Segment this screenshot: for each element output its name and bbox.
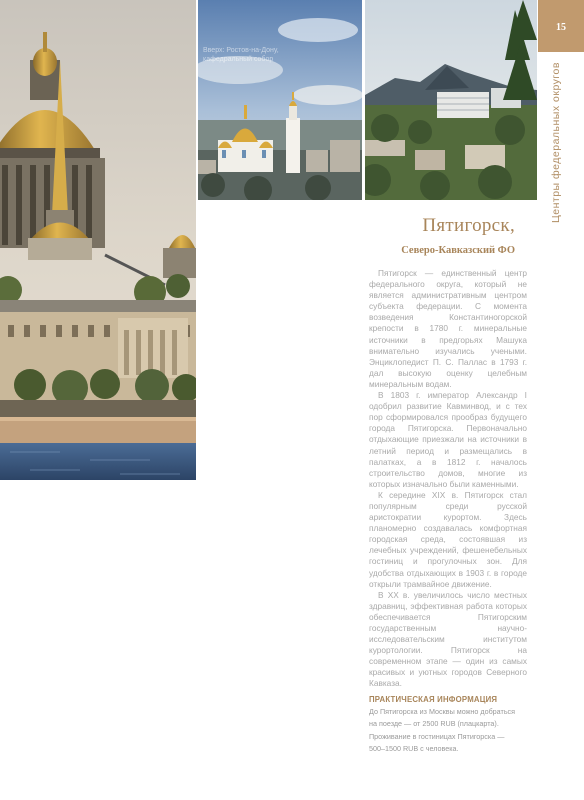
practical-info-line: Проживание в гостиницах Пятигорска — <box>369 731 505 741</box>
photo-rostov-cathedral <box>198 0 362 200</box>
page-title: Пятигорск, <box>422 215 515 236</box>
article-body <box>369 268 527 690</box>
practical-info-line: 500–1500 RUB с человека. <box>369 744 459 754</box>
article-paragraph: В XX в. увеличилось число местных здравниц, эффективная работа которых обеспечивается Пятигорским государственным научно-исследовательским институтом курортологии. Пятигорск на современном этапе — один из самых красивых и уютных городов Северного Кавказа. <box>369 589 527 689</box>
page-number: 15 <box>556 22 566 33</box>
practical-info-line: на поезде — от 2500 RUB (плацкарта). <box>369 719 499 729</box>
practical-info-line: До Пятигорска из Москвы можно добраться <box>369 707 516 716</box>
practical-info-heading: ПРАКТИЧЕСКАЯ ИНФОРМАЦИЯ <box>369 695 498 704</box>
district-subtitle: Северо-Кавказский ФО <box>401 245 515 256</box>
article-paragraph: Пятигорск — единственный центр федерального округа, который не является административным центром субъекта федерации. С момента возведения Константиногорской крепости в 1780 г. минеральные источники в предгорьях Машука внимательно изучались учеными. Энциклопедист П. С. Паллас в 1793 г. дал высокую оценку целебным минеральным водам. <box>369 268 527 389</box>
article-paragraph: К середине XIX в. Пятигорск стал популярным среди русской аристократии курортом. Здесь планомерно создавалась комфортная городская среда, состоявшая из лечебных учреждений, фешенебельных гостиниц и прогулочных зон. Для удобства отдыхающих в 1903 г. в городе открыли трамвайное движение. <box>369 489 527 589</box>
practical-info <box>369 695 527 756</box>
photo-pyatigorsk <box>365 0 537 200</box>
article-paragraph: В 1803 г. император Александр I одобрил развитие Кавминвод, и с тех пор сформировался прообраз будущего города Пятигорска. Первоначально отдыхающие приезжали на источники в летний период и размещались в палатках, а в 1812 г. началось строительство домов, многие из которых изначально были каменными. <box>369 390 527 489</box>
practical-info-text <box>369 706 527 756</box>
photo-caption: Вверх: Ростов-на-Дону, кафедральный собор <box>203 47 279 63</box>
section-label: Центры федеральных округов <box>550 62 562 223</box>
photo-isaac-cathedral <box>0 0 196 480</box>
